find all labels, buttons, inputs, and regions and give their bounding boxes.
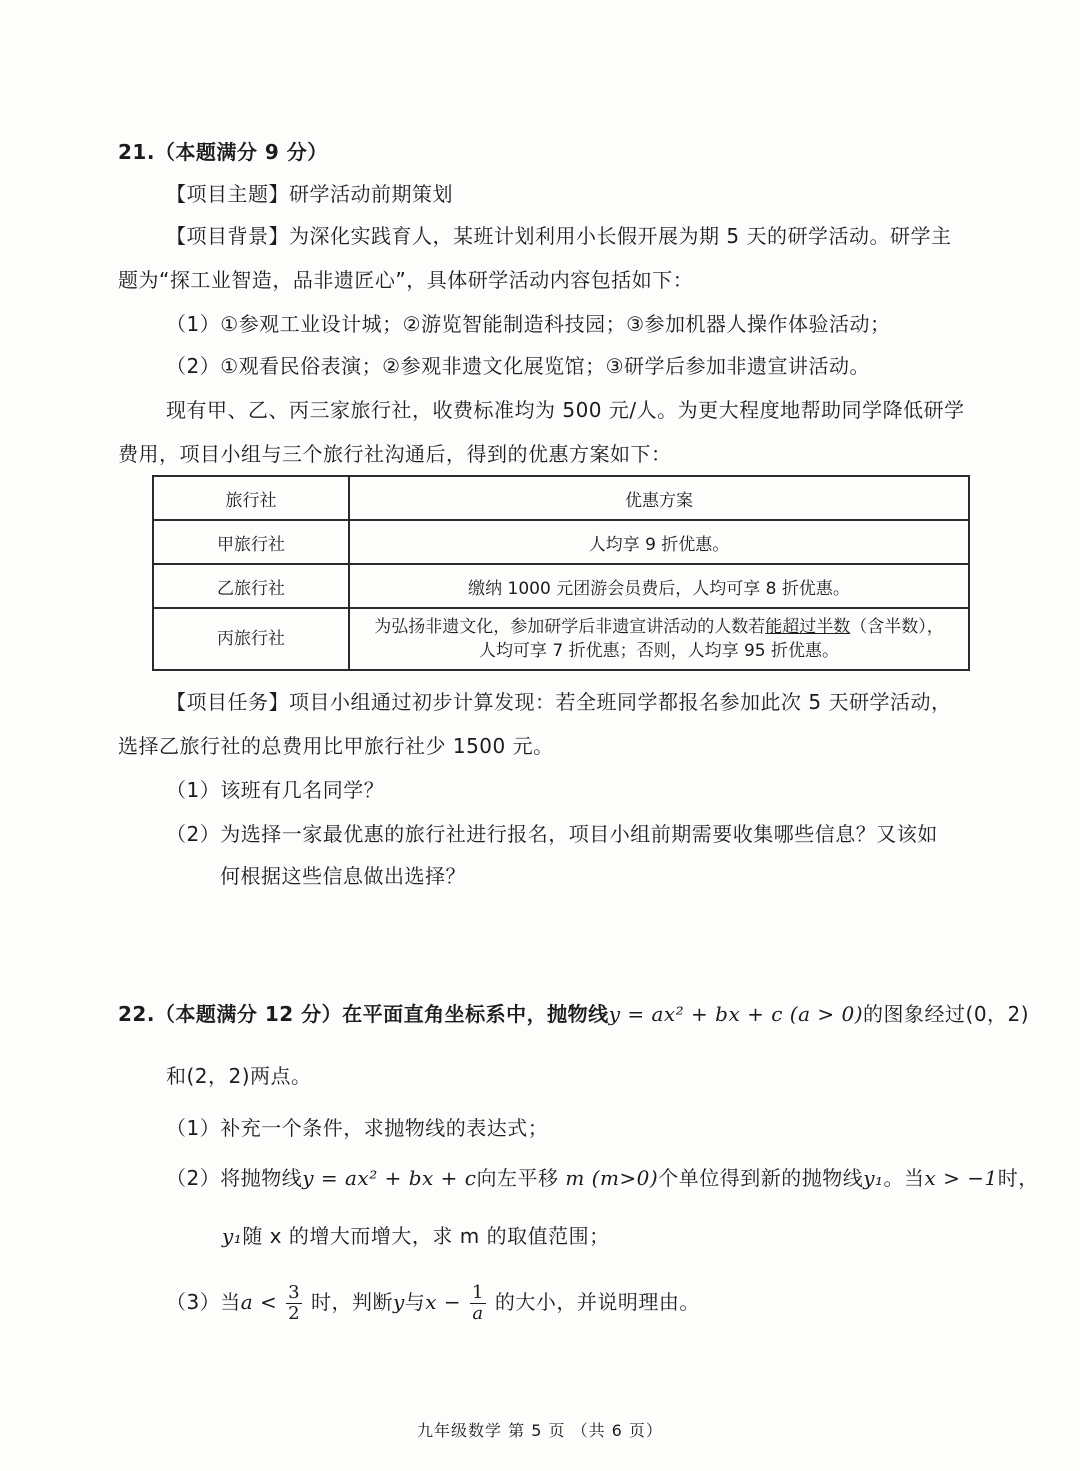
q22-eq-y: y	[608, 1002, 621, 1026]
table-cell-plan	[349, 608, 969, 670]
q22-sub2-condition: x > −1	[924, 1166, 998, 1190]
q22-sub3-with: 与	[404, 1290, 426, 1314]
q22-sub3-fraction-three-halves	[286, 1283, 302, 1324]
q22-heading-line	[118, 1000, 1029, 1028]
q22-sub3-mid: 时，判断	[310, 1290, 393, 1314]
q22-sub3-a: a <	[240, 1290, 278, 1314]
q22-sub3-prefix: （3）当	[166, 1290, 241, 1314]
table-cell-agency: 丙旅行社	[153, 608, 349, 670]
table-header-row	[153, 476, 969, 520]
discount-plan-table	[152, 475, 970, 671]
table-cell-agency: 乙旅行社	[153, 564, 349, 608]
q22-sub-question-1: （1）补充一个条件，求抛物线的表达式；	[166, 1116, 549, 1140]
q22-sub2-post: 个单位得到新的抛物线	[658, 1166, 864, 1190]
plan-text-part-a: 为弘扬非遗文化，参加研学后非遗宣讲活动的人数若	[374, 617, 766, 637]
table-row	[153, 608, 969, 670]
plan-text-part-c: 人均可享 7 折优惠；否则，人均享 95 折优惠。	[478, 641, 840, 661]
q22-sub2-line2-y1: y₁	[222, 1224, 243, 1248]
q21-heading: 21.（本题满分 9 分）	[118, 140, 328, 164]
q21-background-line-2: 题为“探工业智造，品非遗匠心”，具体研学活动内容包括如下：	[118, 268, 694, 292]
q22-sub2-line2-text: 随 x 的增大而增大，求 m 的取值范围；	[242, 1224, 610, 1248]
q21-activity-item-1: （1）①参观工业设计城；②游览智能制造科技园；③参加机器人操作体验活动；	[166, 312, 891, 336]
q22-sub-question-2-line-2	[222, 1222, 610, 1250]
q22-sub-question-2-line-1	[166, 1164, 1039, 1192]
q21-sub-question-2-line-2: 何根据这些信息做出选择？	[220, 864, 466, 888]
q22-sub2-equation: y = ax² + bx + c	[302, 1166, 477, 1190]
q21-paragraph-line-2: 费用，项目小组与三个旅行社沟通后，得到的优惠方案如下：	[118, 442, 672, 466]
q22-sub3-end: 的大小，并说明理由。	[494, 1290, 700, 1314]
q22-line-2: 和(2，2)两点。	[166, 1064, 312, 1088]
q22-equation: = ax² + bx + c	[620, 1002, 783, 1026]
table-cell-plan: 人均享 9 折优惠。	[349, 520, 969, 564]
plan-text-part-b: （含半数），	[850, 617, 944, 637]
fraction-numerator: 3	[288, 1282, 301, 1303]
q22-sub2-y1: y₁	[863, 1166, 884, 1190]
q22-sub3-fraction-one-over-a	[470, 1283, 486, 1324]
fraction-numerator: 1	[472, 1282, 484, 1303]
table-header-plan: 优惠方案	[349, 476, 969, 520]
q22-sub-question-3	[166, 1280, 700, 1324]
q22-sub2-m: m (m>0)	[565, 1166, 659, 1190]
q21-sub-question-1: （1）该班有几名同学？	[166, 778, 385, 802]
q21-task-line-1: 【项目任务】项目小组通过初步计算发现：若全班同学都报名参加此次 5 天研学活动，	[166, 690, 952, 714]
q21-paragraph-line-1: 现有甲、乙、丙三家旅行社，收费标准均为 500 元/人。为更大程度地帮助同学降低研学	[166, 398, 965, 422]
table-cell-plan: 缴纳 1000 元团游会员费后，人均可享 8 折优惠。	[349, 564, 969, 608]
table-row	[153, 520, 969, 564]
q22-sub3-y: y	[392, 1290, 405, 1314]
q22-sub2-prefix: （2）将抛物线	[166, 1166, 303, 1190]
plan-text-underlined: 能超过半数	[765, 617, 851, 637]
q21-task-line-2: 选择乙旅行社的总费用比甲旅行社少 1500 元。	[118, 734, 554, 758]
fraction-denominator: a	[472, 1303, 484, 1324]
table-row	[153, 564, 969, 608]
q21-activity-item-2: （2）①观看民俗表演；②参观非遗文化展览馆；③研学后参加非遗宣讲活动。	[166, 354, 871, 378]
q22-sub2-mid: 向左平移	[476, 1166, 559, 1190]
q22-sub2-when: 。当	[883, 1166, 925, 1190]
q21-sub-question-2-line-1: （2）为选择一家最优惠的旅行社进行报名，项目小组前期需要收集哪些信息？又该如	[166, 822, 938, 846]
q22-heading-tail: 的图象经过(0，2)	[863, 1002, 1030, 1026]
table-cell-agency: 甲旅行社	[153, 520, 349, 564]
q21-background-line-1: 【项目背景】为深化实践育人，某班计划利用小长假开展为期 5 天的研学活动。研学主	[166, 224, 952, 248]
fraction-denominator: 2	[288, 1303, 301, 1324]
table-header-agency: 旅行社	[153, 476, 349, 520]
q22-condition: (a > 0)	[789, 1002, 864, 1026]
q22-heading: 22.（本题满分 12 分）在平面直角坐标系中，抛物线	[118, 1002, 609, 1026]
q21-theme: 【项目主题】研学活动前期策划	[166, 182, 453, 206]
q22-sub2-end: 时，	[997, 1166, 1039, 1190]
page-footer: 九年级数学 第 5 页 （共 6 页）	[417, 1421, 663, 1440]
q22-sub3-x: x −	[425, 1290, 462, 1314]
